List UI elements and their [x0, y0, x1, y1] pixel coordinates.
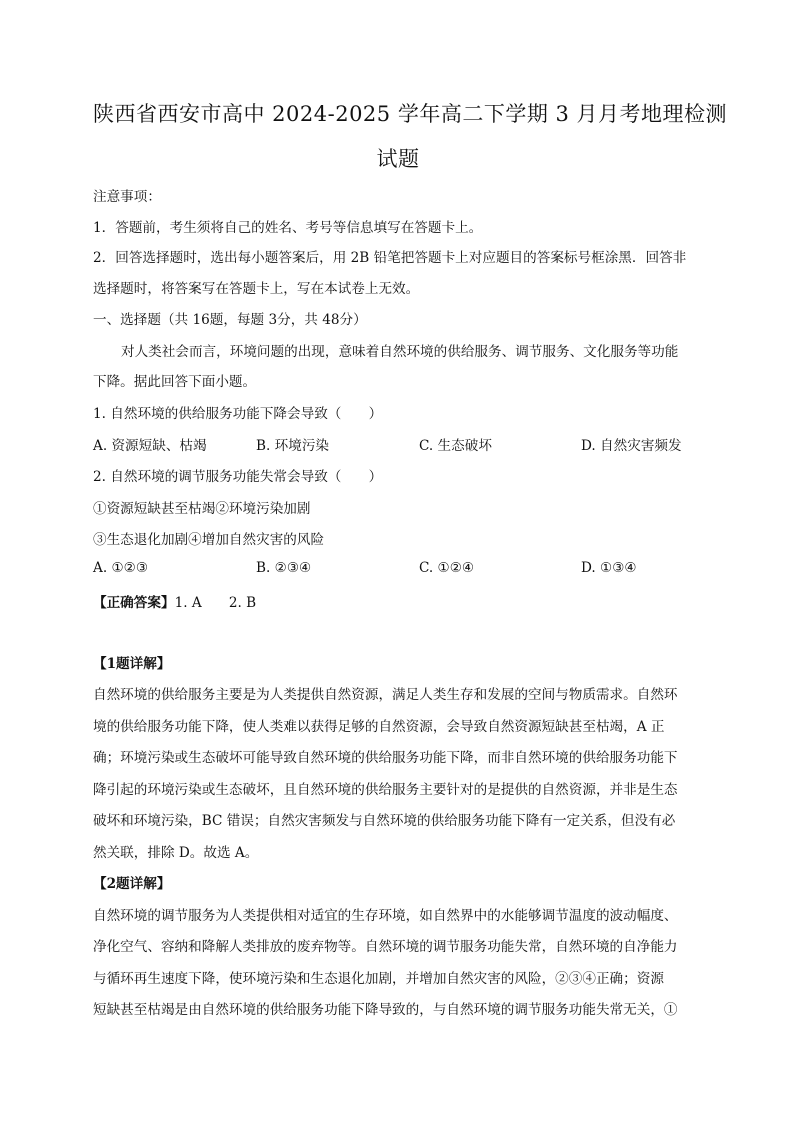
section-intro-b: 下降。据此回答下面小题。: [93, 374, 257, 390]
analysis2-line-2: 净化空气、容纳和降解人类排放的废弃物等。自然环境的调节服务功能失常，自然环境的自净能力: [93, 939, 678, 955]
analysis1-line-5: 破坏和环境污染，BC 错误；自然灾害频发与自然环境的供给服务功能下降有一定关系，但没有必: [93, 813, 676, 829]
section-intro-a: 对人类社会而言，环境问题的出现，意味着自然环境的供给服务、调节服务、文化服务等功能: [121, 344, 679, 360]
analysis1-line-6: 然关联，排除 D。故选 A。: [93, 845, 259, 861]
analysis1-line-2: 境的供给服务功能下降，使人类难以获得足够的自然资源，会导致自然资源短缺甚至枯竭，A 正: [93, 719, 665, 735]
q1-option-a: A. 资源短缺、枯竭: [93, 438, 207, 454]
notes-item-1: 1．答题前，考生须将自己的姓名、考号等信息填写在答题卡上。: [93, 220, 483, 236]
notes-item-2b: 选择题时，将答案写在答题卡上，写在本试卷上无效。: [93, 281, 420, 297]
notes-item-2a: 2．回答选择题时，选出每小题答案后，用 2B 铅笔把答题卡上对应题目的答案标号框涂黑．回答非: [93, 250, 687, 266]
q1-option-c: C. 生态破坏: [419, 438, 492, 454]
analysis1-line-4: 降引起的环境污染或生态破坏，且自然环境的供给服务主要针对的是提供的自然资源，并非是生态: [93, 782, 678, 798]
page-title-line1: 陕西省西安市高中 2024-2025 学年高二下学期 3 月月考地理检测: [93, 102, 728, 126]
q2-stem: 2. 自然环境的调节服务功能失常会导致（ ）: [93, 469, 383, 485]
notes-heading: 注意事项：: [93, 189, 161, 205]
page-title-line2: 试题: [376, 147, 420, 171]
q1-option-d: D. 自然灾害频发: [581, 438, 682, 454]
answer-value: 1. A 2. B: [174, 595, 257, 611]
analysis1-line-3: 确；环境污染或生态破坏可能导致自然环境的供给服务功能下降，而非自然环境的供给服务功能下: [93, 750, 678, 766]
q2-items-line1: ①资源短缺甚至枯竭②环境污染加剧: [93, 501, 311, 517]
q2-items-line2: ③生态退化加剧④增加自然灾害的风险: [93, 532, 325, 548]
analysis2-line-1: 自然环境的调节服务为人类提供相对适宜的生存环境，如自然界中的水能够调节温度的波动幅度、: [93, 908, 678, 924]
analysis2-heading: 【2题详解】: [93, 876, 171, 892]
q1-option-b: B. 环境污染: [256, 438, 330, 454]
analysis1-heading: 【1题详解】: [93, 656, 171, 672]
answer-label: 【正确答案】: [93, 595, 175, 611]
analysis2-line-3: 与循环再生速度下降，使环境污染和生态退化加剧，并增加自然灾害的风险，②③④正确；资源: [93, 971, 664, 987]
q1-stem: 1. 自然环境的供给服务功能下降会导致（ ）: [93, 406, 383, 422]
analysis2-line-4: 短缺甚至枯竭是由自然环境的供给服务功能下降导致的，与自然环境的调节服务功能失常无关，①: [93, 1002, 678, 1018]
q2-option-a: A. ①②③: [93, 560, 149, 576]
answer-line: [93, 591, 256, 611]
q2-option-b: B. ②③④: [256, 560, 312, 576]
analysis1-line-1: 自然环境的供给服务主要是为人类提供自然资源，满足人类生存和发展的空间与物质需求。自然环: [93, 687, 678, 703]
q2-option-d: D. ①③④: [581, 560, 637, 576]
section-heading: 一、选择题（共 16题，每题 3分，共 48分）: [93, 312, 367, 328]
q2-option-c: C. ①②④: [419, 560, 475, 576]
